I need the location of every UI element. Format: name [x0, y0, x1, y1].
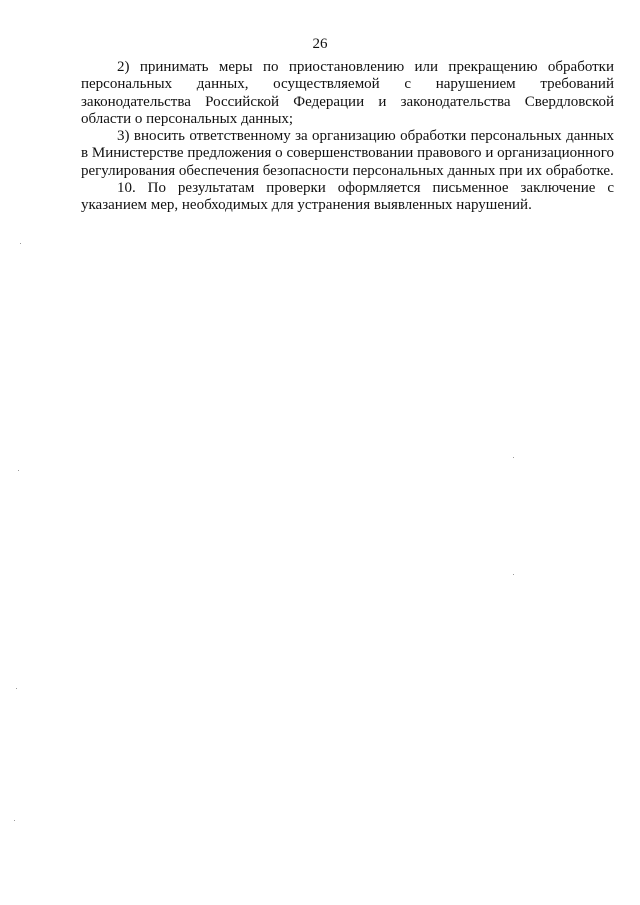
document-body [81, 59, 614, 215]
paragraph-item-3: 3) вносить ответственному за организацию обработки персональных данных в Министерстве предложения о совершенствовании правового и организационного регулирования обеспечения безопасности персональных данных при их обработке. [81, 128, 614, 179]
scan-speck [14, 820, 15, 821]
paragraph-item-2: 2) принимать меры по приостановлению или прекращению обработки персональных данных, осуществляемой с нарушением требований законодательства Российской Федерации и законодательства Свердловской области о персональных данных; [81, 59, 614, 127]
scan-speck [513, 574, 514, 575]
page-number: 26 [312, 36, 328, 52]
scan-speck [16, 688, 17, 689]
scan-speck [18, 470, 19, 471]
scan-speck [513, 457, 514, 458]
paragraph-item-10: 10. По результатам проверки оформляется письменное заключение с указанием мер, необходимых для устранения выявленных нарушений. [81, 180, 614, 214]
scan-speck [20, 243, 21, 244]
